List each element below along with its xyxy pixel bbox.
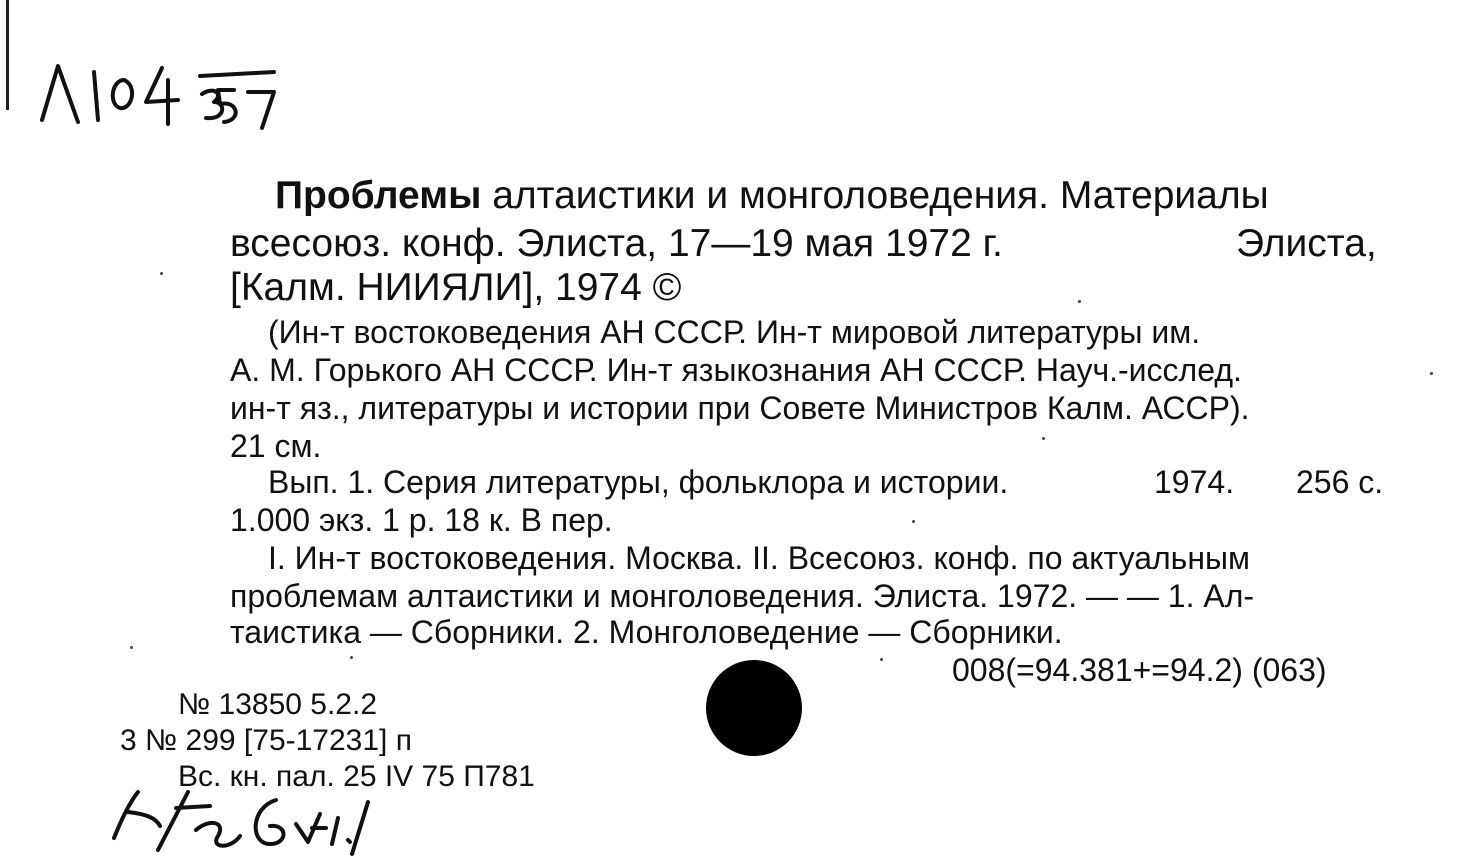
card-edge-line bbox=[6, 0, 9, 110]
issue-line-1: Вып. 1. Серия литературы, фольклора и истории. bbox=[268, 464, 1009, 500]
description-line-1: (Ин-т востоковедения АН СССР. Ин-т мировой литературы им. bbox=[268, 314, 1201, 350]
title-line-2-right: Элиста, bbox=[1236, 222, 1377, 265]
footer-line-3: Вс. кн. пал. 25 IV 75 П781 bbox=[178, 760, 535, 793]
description-line-4: 21 см. bbox=[230, 428, 322, 464]
title-line-1 bbox=[275, 176, 1269, 215]
issue-line-2: 1.000 экз. 1 р. 18 к. В пер. bbox=[230, 502, 613, 538]
handwritten-note bbox=[100, 778, 400, 858]
issue-year: 1974. bbox=[1154, 464, 1235, 500]
punch-hole bbox=[706, 660, 802, 756]
subjects-line-1: I. Ин-т востоковедения. Москва. II. Всесоюз. конф. по актуальным bbox=[268, 540, 1251, 576]
title-line-2: всесоюз. конф. Элиста, 17—19 мая 1972 г. bbox=[230, 222, 1003, 265]
issue-pages: 256 с. bbox=[1296, 464, 1384, 500]
footer-line-2: 3 № 299 [75-17231] п bbox=[120, 724, 412, 757]
title-line-3 bbox=[230, 268, 681, 307]
description-line-3: ин-т яз., литературы и истории при Совете Министров Калм. АССР). bbox=[230, 390, 1250, 426]
handwritten-shelfmark bbox=[28, 28, 278, 158]
subjects-line-2: проблемам алтаистики и монголоведения. Элиста. 1972. — — 1. Ал- bbox=[230, 578, 1255, 614]
footer-line-1: № 13850 5.2.2 bbox=[178, 688, 377, 721]
title-rest: алтаистики и монголоведения. Материалы bbox=[492, 174, 1269, 217]
title-lead: Проблемы bbox=[275, 174, 482, 217]
publisher-year: [Калм. НИИЯЛИ], 1974 bbox=[230, 266, 642, 309]
copyright-mark: © bbox=[652, 266, 682, 309]
classification-code: 008(=94.381+=94.2) (063) bbox=[952, 652, 1327, 688]
subjects-line-3: таистика — Сборники. 2. Монголоведение — Сборники. bbox=[230, 614, 1063, 650]
description-line-2: А. М. Горького АН СССР. Ин-т языкознания АН СССР. Науч.-исслед. bbox=[230, 352, 1242, 388]
